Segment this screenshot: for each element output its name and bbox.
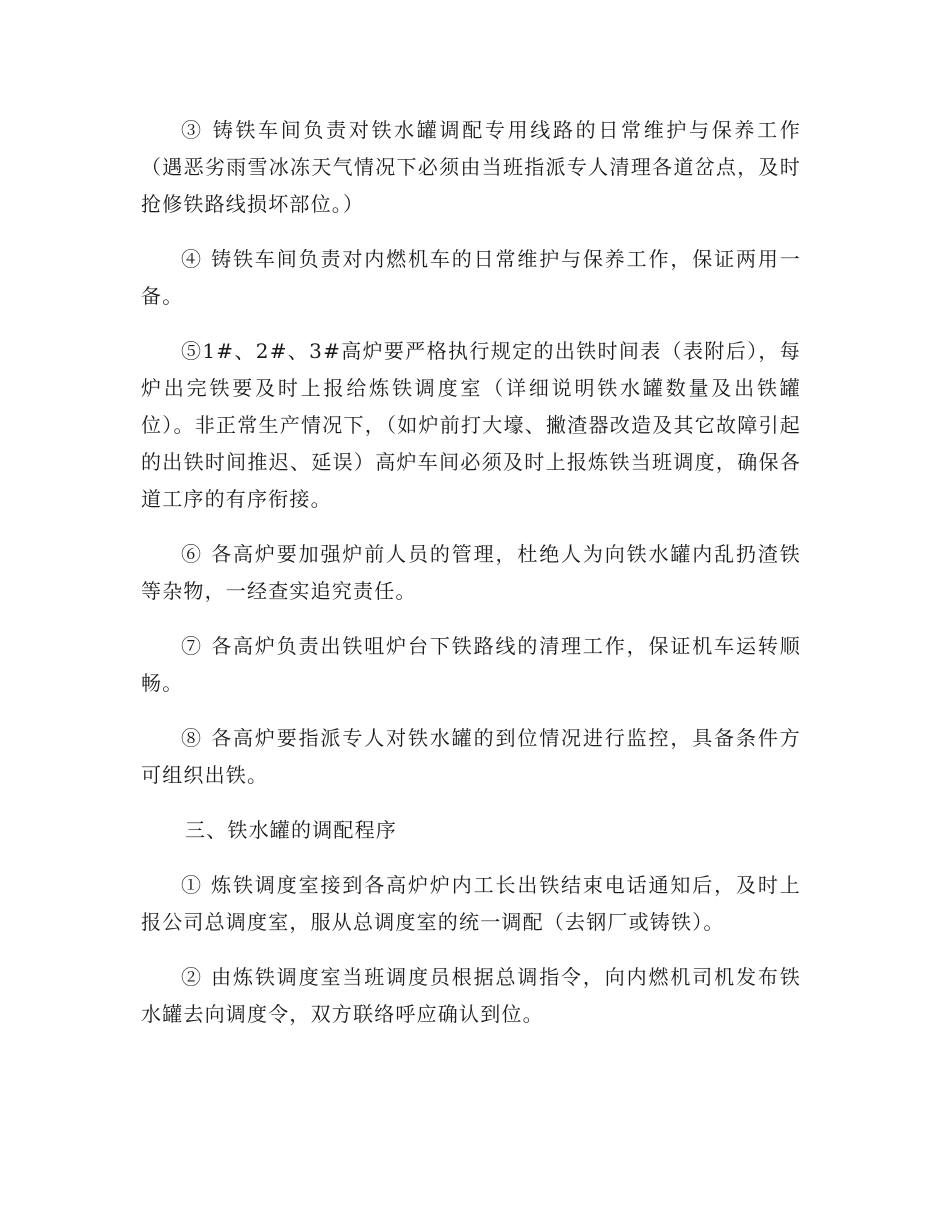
paragraph-item-8: ⑧ 各高炉要指派专人对铁水罐的到位情况进行监控，具备条件方可组织出铁。: [141, 726, 801, 787]
document-body: [141, 112, 801, 1051]
paragraph-item-5: ⑤1#、2#、3#高炉要严格执行规定的出铁时间表（表附后），每炉出完铁要及时上报给炼铁调度室（详细说明铁水罐数量及出铁罐位）。非正常生产情况下，（如炉前打大壕、撇渣器改造及其它故障引起的出铁时间推迟、延误）高炉车间必须及时上报炼铁当班调度，确保各道工序的有序衔接。: [141, 339, 801, 511]
paragraph-item-2: ② 由炼铁调度室当班调度员根据总调指令，向内燃机司机发布铁水罐去向调度令，双方联络呼应确认到位。: [141, 965, 801, 1026]
paragraph-item-1: ① 炼铁调度室接到各高炉炉内工长出铁结束电话通知后，及时上报公司总调度室，服从总调度室的统一调配（去钢厂或铸铁）。: [141, 873, 801, 934]
section-heading: 三、铁水罐的调配程序: [185, 818, 397, 842]
paragraph-item-6: ⑥ 各高炉要加强炉前人员的管理，杜绝人为向铁水罐内乱扔渣铁等杂物，一经查实追究责任。: [141, 542, 801, 603]
paragraph-item-7: ⑦ 各高炉负责出铁咀炉台下铁路线的清理工作，保证机车运转顺畅。: [141, 634, 801, 695]
paragraph-item-4: ④ 铸铁车间负责对内燃机车的日常维护与保养工作，保证两用一备。: [141, 247, 801, 308]
paragraph-item-3: ③ 铸铁车间负责对铁水罐调配专用线路的日常维护与保养工作（遇恶劣雨雪冰冻天气情况下必须由当班指派专人清理各道岔点，及时抢修铁路线损坏部位。）: [141, 118, 801, 216]
